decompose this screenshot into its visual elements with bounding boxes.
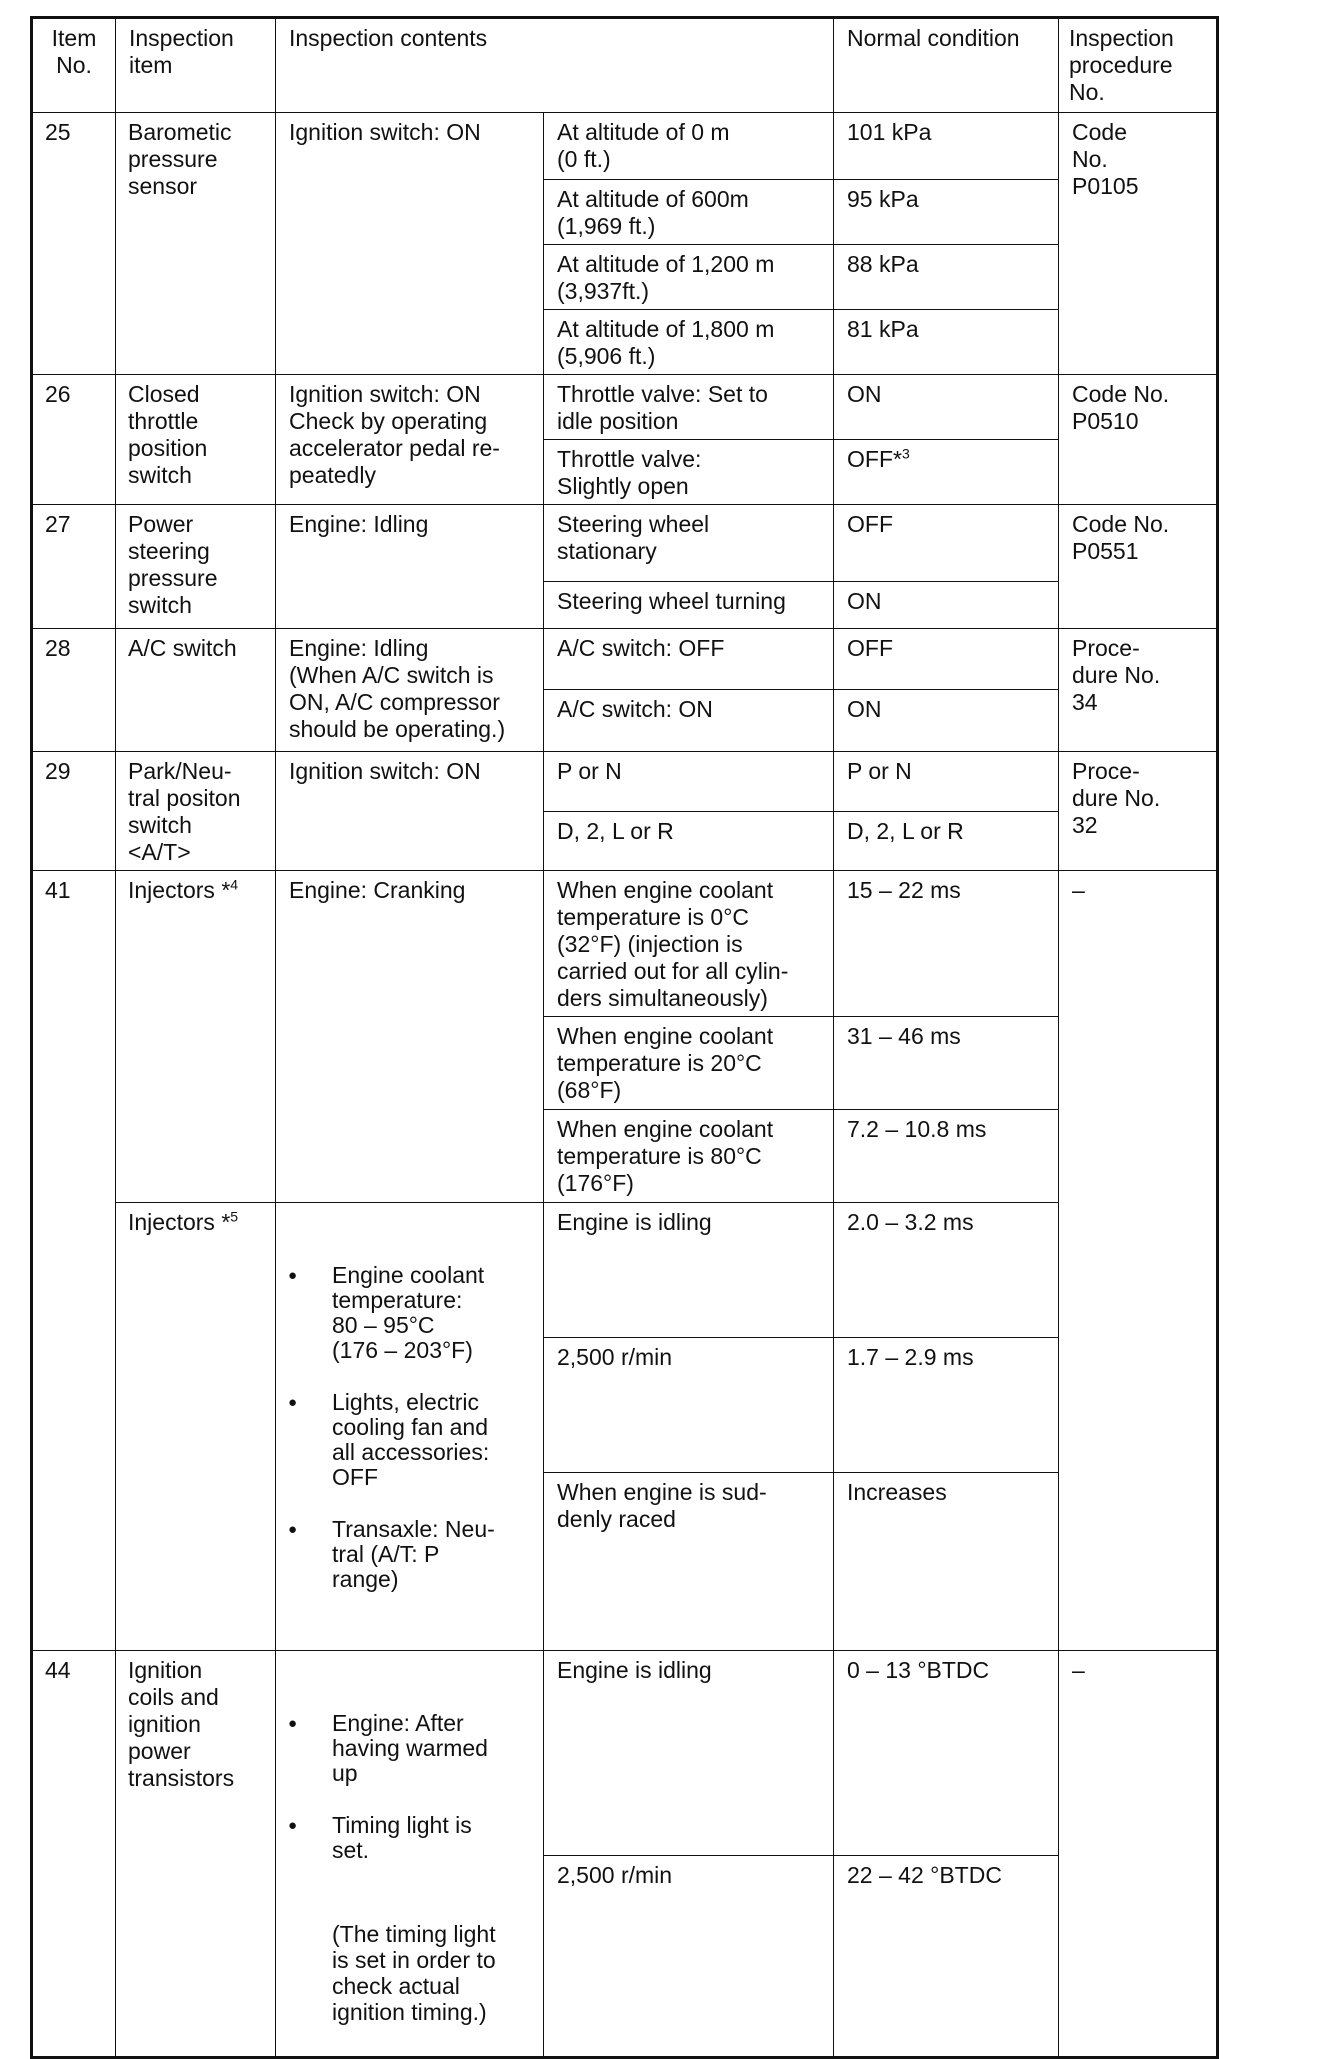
inspection-condition: Ignition switch: ON xyxy=(276,752,544,871)
normal-condition: 101 kPa xyxy=(834,113,1059,180)
item-no: 41 xyxy=(32,871,116,1651)
procedure-no: Code No. P0510 xyxy=(1059,375,1218,505)
item-no: 29 xyxy=(32,752,116,871)
inspection-contents: 2,500 r/min xyxy=(544,1856,834,2058)
inspection-contents: Engine is idling xyxy=(544,1651,834,1856)
normal-condition: 31 – 46 ms xyxy=(834,1017,1059,1110)
item-label: Injectors * xyxy=(128,877,231,903)
inspection-item: Ignition coils and ignition power transistors xyxy=(116,1651,276,2058)
inspection-contents: At altitude of 1,200 m (3,937ft.) xyxy=(544,245,834,310)
procedure-no: Code No. P0105 xyxy=(1059,113,1218,375)
table-row xyxy=(32,871,1218,1017)
inspection-contents: At altitude of 600m (1,969 ft.) xyxy=(544,180,834,245)
procedure-no: – xyxy=(1059,871,1218,1651)
normal-condition: P or N xyxy=(834,752,1059,812)
inspection-contents: P or N xyxy=(544,752,834,812)
inspection-item: Power steering pressure switch xyxy=(116,505,276,629)
inspection-contents: D, 2, L or R xyxy=(544,811,834,871)
inspection-contents: A/C switch: OFF xyxy=(544,629,834,690)
normal-condition: ON xyxy=(834,690,1059,752)
item-no: 26 xyxy=(32,375,116,505)
inspection-table xyxy=(30,16,1219,2059)
table-row xyxy=(32,505,1218,582)
condition-bullet: ● Lights, electric cooling fan and all accessories: OFF xyxy=(284,1390,539,1490)
normal-condition: 0 – 13 °BTDC xyxy=(834,1651,1059,1856)
item-label: Injectors * xyxy=(128,1209,231,1235)
condition-bullet: ● Engine: After having warmed up xyxy=(284,1711,539,1786)
inspection-contents: When engine coolant temperature is 20°C (68°F) xyxy=(544,1017,834,1110)
item-no: 44 xyxy=(32,1651,116,2058)
inspection-contents: When engine is sud- denly raced xyxy=(544,1473,834,1651)
inspection-contents: Engine is idling xyxy=(544,1203,834,1338)
inspection-item xyxy=(116,1203,276,1651)
normal-condition: ON xyxy=(834,375,1059,440)
table-row xyxy=(32,752,1218,812)
inspection-sheet xyxy=(30,16,1216,2025)
table-row xyxy=(32,113,1218,180)
normal-condition xyxy=(834,440,1059,505)
inspection-contents: When engine coolant temperature is 80°C (176°F) xyxy=(544,1110,834,1203)
condition-bullet: ● Timing light is set. xyxy=(284,1813,539,1863)
normal-condition: 1.7 – 2.9 ms xyxy=(834,1338,1059,1473)
normal-condition: Increases xyxy=(834,1473,1059,1651)
table-row xyxy=(32,375,1218,440)
header-inspection-item: Inspection item xyxy=(116,18,276,113)
condition-bullet: ● Transaxle: Neu- tral (A/T: P range) xyxy=(284,1517,539,1592)
item-no: 27 xyxy=(32,505,116,629)
header-procedure-no: Inspection procedure No. xyxy=(1059,18,1218,113)
inspection-condition: Engine: Cranking xyxy=(276,871,544,1203)
item-no: 25 xyxy=(32,113,116,375)
procedure-no: – xyxy=(1059,1651,1218,2058)
inspection-contents: Steering wheel turning xyxy=(544,582,834,629)
condition-note: (The timing light is set in order to check actual ignition timing.) xyxy=(332,1921,496,2025)
inspection-condition xyxy=(276,1651,544,2058)
normal-condition: 7.2 – 10.8 ms xyxy=(834,1110,1059,1203)
table-row xyxy=(32,629,1218,690)
condition-bullet: ● Engine coolant temperature: 80 – 95°C (176 – 203°F) xyxy=(284,1263,539,1363)
footnote-marker: 4 xyxy=(230,876,239,893)
normal-condition: D, 2, L or R xyxy=(834,811,1059,871)
inspection-item: Closed throttle position switch xyxy=(116,375,276,505)
header-row xyxy=(32,18,1218,113)
procedure-no: Code No. P0551 xyxy=(1059,505,1218,629)
inspection-condition: Ignition switch: ON xyxy=(276,113,544,375)
inspection-contents: At altitude of 1,800 m (5,906 ft.) xyxy=(544,310,834,375)
inspection-contents: Throttle valve: Set to idle position xyxy=(544,375,834,440)
item-no: 28 xyxy=(32,629,116,752)
normal-condition: 95 kPa xyxy=(834,180,1059,245)
procedure-no: Proce- dure No. 32 xyxy=(1059,752,1218,871)
inspection-contents: Steering wheel stationary xyxy=(544,505,834,582)
normal-condition: OFF xyxy=(834,629,1059,690)
normal-condition: 81 kPa xyxy=(834,310,1059,375)
normal-condition: 22 – 42 °BTDC xyxy=(834,1856,1059,2058)
footnote-marker: 3 xyxy=(901,445,910,462)
inspection-contents: At altitude of 0 m (0 ft.) xyxy=(544,113,834,180)
normal-condition: 2.0 – 3.2 ms xyxy=(834,1203,1059,1338)
normal-condition: ON xyxy=(834,582,1059,629)
inspection-contents: Throttle valve: Slightly open xyxy=(544,440,834,505)
table-row xyxy=(32,1203,1218,1338)
inspection-condition: Engine: Idling (When A/C switch is ON, A/C compressor should be operating.) xyxy=(276,629,544,752)
header-item-no: Item No. xyxy=(32,18,116,113)
footnote-marker: 5 xyxy=(230,1208,239,1225)
normal-condition: 88 kPa xyxy=(834,245,1059,310)
inspection-item: A/C switch xyxy=(116,629,276,752)
inspection-condition: Engine: Idling xyxy=(276,505,544,629)
inspection-contents: 2,500 r/min xyxy=(544,1338,834,1473)
inspection-item: Barometic pressure sensor xyxy=(116,113,276,375)
procedure-no: Proce- dure No. 34 xyxy=(1059,629,1218,752)
inspection-condition xyxy=(276,1203,544,1651)
inspection-item: Park/Neu- tral positon switch <A/T> xyxy=(116,752,276,871)
header-inspection-contents: Inspection contents xyxy=(276,18,834,113)
inspection-contents: A/C switch: ON xyxy=(544,690,834,752)
normal-condition: OFF xyxy=(834,505,1059,582)
inspection-condition: Ignition switch: ON Check by operating accelerator pedal re- peatedly xyxy=(276,375,544,505)
normal-value: OFF* xyxy=(847,446,902,472)
header-normal-condition: Normal condition xyxy=(834,18,1059,113)
inspection-contents: When engine coolant temperature is 0°C (32°F) (injection is carried out for all cylin- ders simultaneously) xyxy=(544,871,834,1017)
condition-bullet-list xyxy=(284,1236,539,1619)
inspection-item xyxy=(116,871,276,1203)
table-row xyxy=(32,1651,1218,1856)
normal-condition: 15 – 22 ms xyxy=(834,871,1059,1017)
condition-bullet-list xyxy=(284,1684,539,1890)
